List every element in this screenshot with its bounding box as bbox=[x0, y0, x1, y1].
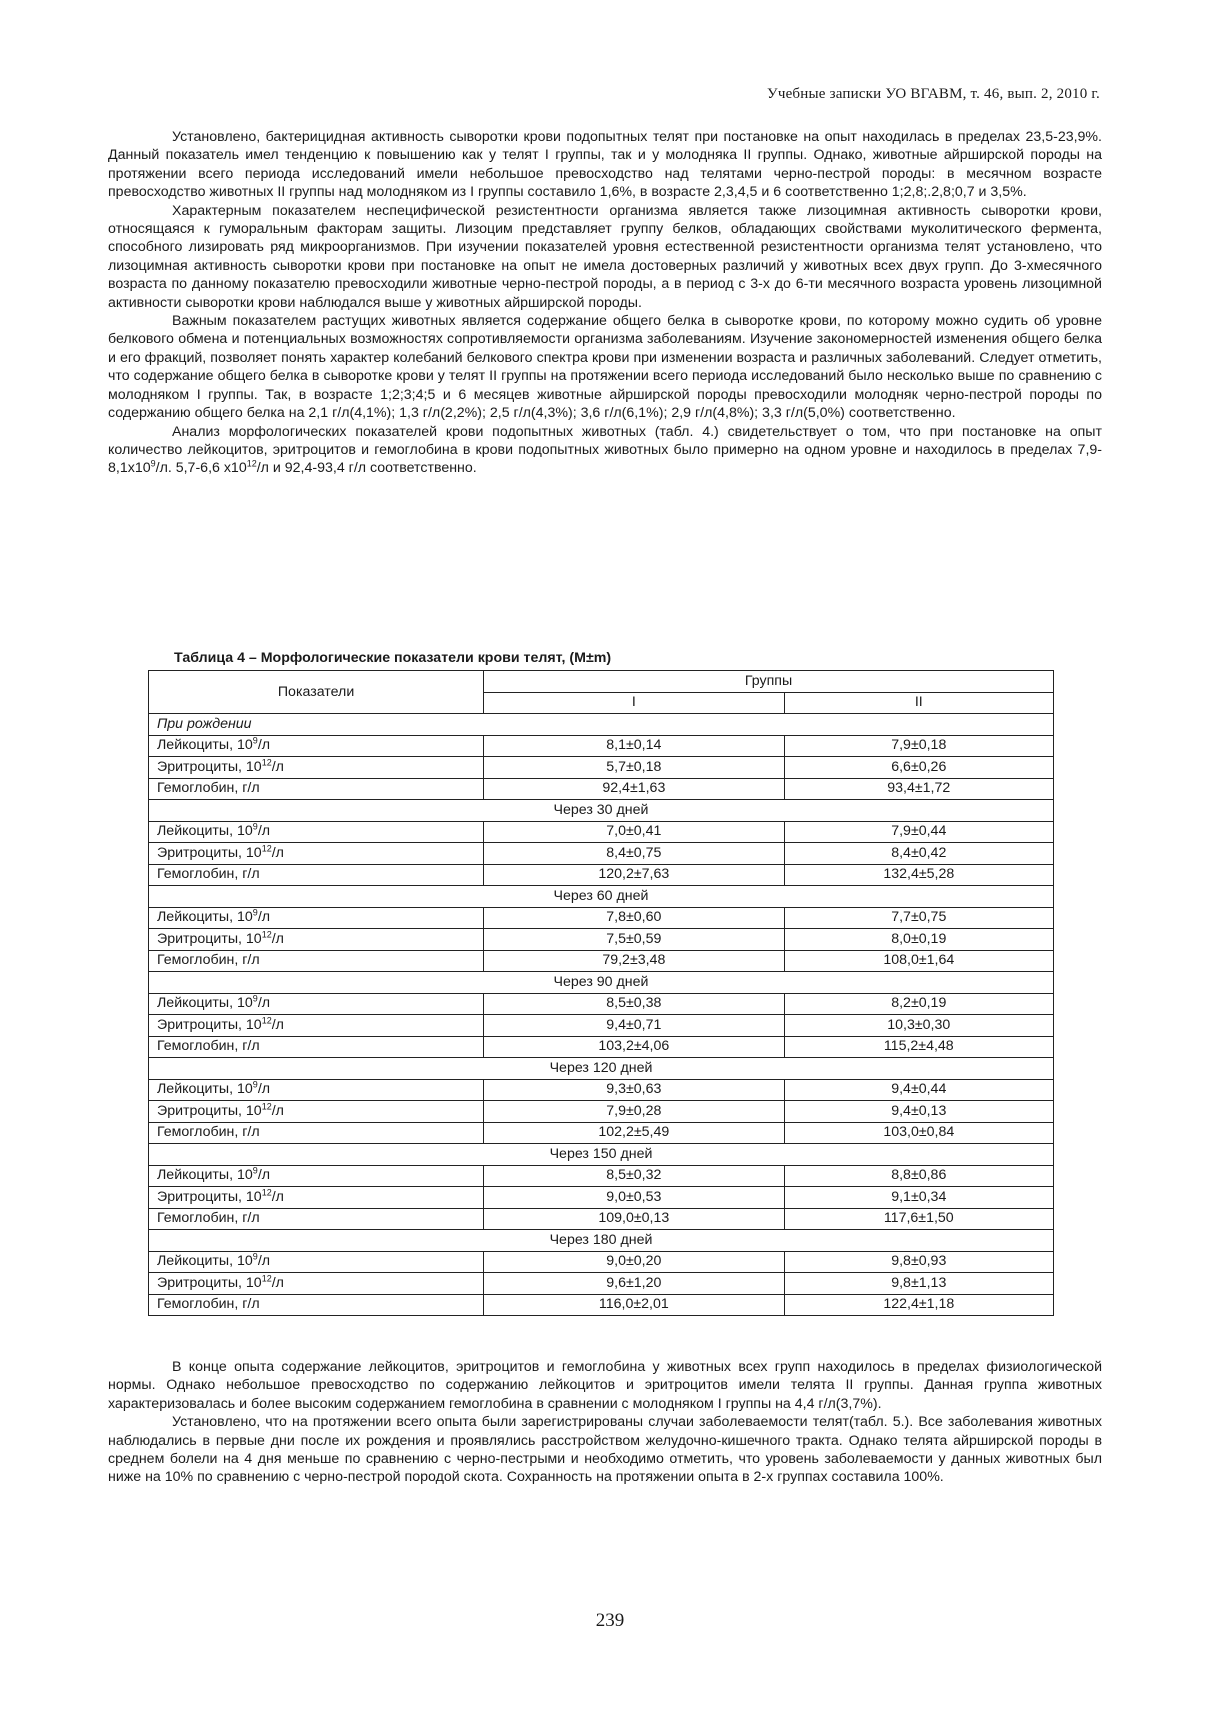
label-text: Эритроциты, 10 bbox=[157, 844, 262, 861]
label-text: Эритроциты, 10 bbox=[157, 1274, 262, 1291]
row-label bbox=[149, 778, 484, 800]
table-row bbox=[149, 821, 1054, 843]
label-text: Лейкоциты, 10 bbox=[157, 1253, 253, 1270]
row-label bbox=[149, 757, 484, 779]
blood-indicators-table bbox=[148, 670, 1054, 1316]
table-row bbox=[149, 864, 1054, 886]
section-title: Через 150 дней bbox=[149, 1144, 1054, 1166]
label-text: Гемоглобин, г/л bbox=[157, 1038, 260, 1055]
row-label bbox=[149, 1036, 484, 1058]
page-number: 239 bbox=[595, 1610, 625, 1631]
label-exponent: 9 bbox=[252, 1251, 258, 1262]
exponent: 9 bbox=[150, 458, 156, 469]
row-label bbox=[149, 1015, 484, 1037]
label-exponent: 12 bbox=[261, 929, 272, 940]
section-title: Через 120 дней bbox=[149, 1058, 1054, 1080]
value-group-2: 9,8±1,13 bbox=[784, 1273, 1053, 1295]
value-group-1: 9,4±0,71 bbox=[484, 1015, 784, 1037]
label-text: Гемоглобин, г/л bbox=[157, 1296, 260, 1313]
row-label bbox=[149, 1165, 484, 1187]
value-group-1: 7,5±0,59 bbox=[484, 929, 784, 951]
label-text: Лейкоциты, 10 bbox=[157, 995, 253, 1012]
table-row bbox=[149, 1101, 1054, 1123]
label-exponent: 12 bbox=[261, 1015, 272, 1026]
value-group-2: 117,6±1,50 bbox=[784, 1208, 1053, 1230]
row-label bbox=[149, 864, 484, 886]
value-group-2: 8,8±0,86 bbox=[784, 1165, 1053, 1187]
label-text: Эритроциты, 10 bbox=[157, 930, 262, 947]
value-group-1: 8,5±0,38 bbox=[484, 993, 784, 1015]
label-text: Гемоглобин, г/л bbox=[157, 780, 260, 797]
label-exponent: 9 bbox=[252, 735, 258, 746]
value-group-1: 8,1±0,14 bbox=[484, 735, 784, 757]
value-group-2: 8,4±0,42 bbox=[784, 843, 1053, 865]
value-group-2: 103,0±0,84 bbox=[784, 1122, 1053, 1144]
value-group-1: 103,2±4,06 bbox=[484, 1036, 784, 1058]
value-group-1: 9,6±1,20 bbox=[484, 1273, 784, 1295]
label-unit: /л bbox=[257, 1167, 271, 1184]
paragraph: В конце опыта содержание лейкоцитов, эритроцитов и гемоглобина у животных всех групп находилось в пределах физиологической нормы. Однако небольшое превосходство по содержанию лейкоцитов и эритроцитов имели телята II группы. Данная группа животных характеризовалась и более высоким содержанием гемоглобина в сравнении с молодняком I группы на 4,4 г/л(3,7%). bbox=[108, 1359, 1102, 1412]
text-run: /л и 92,4-93,4 г/л соответственно. bbox=[256, 460, 477, 477]
row-label bbox=[149, 1294, 484, 1316]
label-unit: /л bbox=[271, 1016, 284, 1033]
value-group-1: 79,2±3,48 bbox=[484, 950, 784, 972]
exponent: 12 bbox=[246, 458, 257, 469]
value-group-1: 5,7±0,18 bbox=[484, 757, 784, 779]
table-row bbox=[149, 950, 1054, 972]
label-text: Лейкоциты, 10 bbox=[157, 823, 253, 840]
row-label bbox=[149, 1187, 484, 1209]
table-row bbox=[149, 1036, 1054, 1058]
body-text-before-table bbox=[108, 128, 1102, 478]
table-row bbox=[149, 1187, 1054, 1209]
table-row bbox=[149, 1079, 1054, 1101]
row-label bbox=[149, 929, 484, 951]
value-group-1: 92,4±1,63 bbox=[484, 778, 784, 800]
header-group-2: II bbox=[784, 692, 1053, 714]
value-group-1: 116,0±2,01 bbox=[484, 1294, 784, 1316]
label-unit: /л bbox=[257, 823, 271, 840]
label-text: Гемоглобин, г/л bbox=[157, 866, 260, 883]
row-label bbox=[149, 993, 484, 1015]
section-row bbox=[149, 1058, 1054, 1080]
value-group-2: 108,0±1,64 bbox=[784, 950, 1053, 972]
label-text: Эритроциты, 10 bbox=[157, 1188, 262, 1205]
row-label bbox=[149, 1101, 484, 1123]
table-row bbox=[149, 1208, 1054, 1230]
row-label bbox=[149, 843, 484, 865]
table-body bbox=[149, 714, 1054, 1316]
label-exponent: 12 bbox=[261, 1187, 272, 1198]
paragraph-table-analysis bbox=[108, 423, 1102, 478]
paragraph: Установлено, что на протяжении всего опыта были зарегистрированы случаи заболеваемости телят(табл. 5.). Все заболевания животных наблюдались в первые дни после их рождения и проявлялись расстройством желудочно-кишечного тракта. Однако телята айрширской породы в среднем болели на 4 дня меньше по сравнению с черно-пестрыми и необходимо отметить, что уровень заболеваемости у данных животных был ниже на 10% по сравнению с черно-пестрой породой скота. Сохранность на протяжении опыта в 2-х группах составила 100%. bbox=[108, 1414, 1102, 1486]
label-exponent: 12 bbox=[261, 757, 272, 768]
value-group-2: 9,8±0,93 bbox=[784, 1251, 1053, 1273]
label-exponent: 9 bbox=[252, 1079, 258, 1090]
label-exponent: 12 bbox=[261, 1101, 272, 1112]
label-exponent: 9 bbox=[252, 907, 258, 918]
value-group-1: 9,3±0,63 bbox=[484, 1079, 784, 1101]
header-indicators: Показатели bbox=[149, 671, 484, 714]
value-group-1: 9,0±0,53 bbox=[484, 1187, 784, 1209]
value-group-2: 122,4±1,18 bbox=[784, 1294, 1053, 1316]
row-label bbox=[149, 1079, 484, 1101]
section-row bbox=[149, 1230, 1054, 1252]
table-row bbox=[149, 1122, 1054, 1144]
section-row bbox=[149, 1144, 1054, 1166]
label-unit: /л bbox=[271, 930, 284, 947]
row-label bbox=[149, 1208, 484, 1230]
row-label bbox=[149, 821, 484, 843]
label-text: Лейкоциты, 10 bbox=[157, 1081, 253, 1098]
paragraph: Установлено, бактерицидная активность сыворотки крови подопытных телят при постановке на опыт находилась в пределах 23,5-23,9%. Данный показатель имел тенденцию к повышению как у телят I группы, так и у молодняка II группы. Однако, животные айрширской породы на протяжении всего периода исследований имели небольшое превосходство над телятами черно-пестрой породы: в месячном возрасте превосходство животных II группы над молодняком из I группы составило 1,6%, в возрасте 2,3,4,5 и 6 соответственно 1;2,8;.2,8;0,7 и 3,5%. bbox=[108, 129, 1102, 201]
label-text: Лейкоциты, 10 bbox=[157, 1167, 253, 1184]
label-unit: /л bbox=[271, 1274, 284, 1291]
table-caption: Таблица 4 – Морфологические показатели крови телят, (M±m) bbox=[174, 650, 612, 666]
section-row bbox=[149, 800, 1054, 822]
table-row bbox=[149, 778, 1054, 800]
paragraph: Характерным показателем неспецифической резистентности организма является также лизоцимная активность сыворотки крови, относящаяся к гуморальным факторам защиты. Лизоцим представляет группу белков, обладающих свойствами муколитического фермента, способного лизировать ряд микроорганизмов. При изучении показателей уровня естественной резистентности организма телят установлено, что лизоцимная активность сыворотки крови при постановке на опыт не имела достоверных различий у животных всех двух групп. До 3-хмесячного возраста по данному показателю превосходили животные черно-пестрой породы, а в период с 3-х до 6-ти месячного возраста уровень лизоцимной активности сыворотки крови наблюдался выше у животных айрширской породы. bbox=[108, 202, 1102, 311]
value-group-2: 8,0±0,19 bbox=[784, 929, 1053, 951]
table-row bbox=[149, 843, 1054, 865]
value-group-2: 115,2±4,48 bbox=[784, 1036, 1053, 1058]
paragraph: Важным показателем растущих животных является содержание общего белка в сыворотке крови, по которому можно судить об уровне белкового обмена и потенциальных возможностях сопротивляемости организма заболеваниям. Изучение закономерностей изменения общего белка и его фракций, позволяет понять характер колебаний белкового спектра крови при изменении возраста и различных заболеваний. Следует отметить, что содержание общего белка в сыворотке крови у телят II группы на протяжении всего периода исследований было несколько выше по сравнению с молодняком I группы. Так, в возрасте 1;2;3;4;5 и 6 месяцев животные айрширской породы превосходили молодняк черно-пестрой породы по содержанию общего белка на 2,1 г/л(4,1%); 1,3 г/л(2,2%); 2,5 г/л(4,3%); 3,6 г/л(6,1%); 2,9 г/л(4,8%); 3,3 г/л(5,0%) соответственно. bbox=[108, 313, 1102, 422]
value-group-1: 109,0±0,13 bbox=[484, 1208, 784, 1230]
section-title: При рождении bbox=[149, 714, 1054, 736]
value-group-2: 7,7±0,75 bbox=[784, 907, 1053, 929]
table-row bbox=[149, 929, 1054, 951]
section-row bbox=[149, 972, 1054, 994]
section-row bbox=[149, 714, 1054, 736]
label-exponent: 12 bbox=[261, 1273, 272, 1284]
value-group-2: 9,4±0,13 bbox=[784, 1101, 1053, 1123]
body-text-after-table bbox=[108, 1358, 1102, 1487]
label-unit: /л bbox=[257, 995, 271, 1012]
table-row bbox=[149, 1273, 1054, 1295]
value-group-2: 9,4±0,44 bbox=[784, 1079, 1053, 1101]
table-row bbox=[149, 1165, 1054, 1187]
value-group-1: 7,8±0,60 bbox=[484, 907, 784, 929]
label-unit: /л bbox=[271, 844, 284, 861]
label-exponent: 9 bbox=[252, 1165, 258, 1176]
row-label bbox=[149, 1122, 484, 1144]
text-run: Анализ морфологических показателей крови подопытных животных (табл. 4.) свидетельствует о том, что при постановке на опыт количество лейкоцитов, эритроцитов и гемоглобина в крови подопытных животных было примерно на одном уровне и находилось в пределах 7,9-8,1х10 bbox=[108, 423, 1102, 477]
label-text: Гемоглобин, г/л bbox=[157, 1124, 260, 1141]
label-text: Эритроциты, 10 bbox=[157, 1016, 262, 1033]
section-title: Через 180 дней bbox=[149, 1230, 1054, 1252]
label-unit: /л bbox=[257, 737, 271, 754]
section-title: Через 90 дней bbox=[149, 972, 1054, 994]
table-row bbox=[149, 1251, 1054, 1273]
value-group-1: 7,0±0,41 bbox=[484, 821, 784, 843]
value-group-1: 9,0±0,20 bbox=[484, 1251, 784, 1273]
label-exponent: 12 bbox=[261, 843, 272, 854]
section-title: Через 60 дней bbox=[149, 886, 1054, 908]
table-row bbox=[149, 735, 1054, 757]
row-label bbox=[149, 1273, 484, 1295]
label-exponent: 9 bbox=[252, 993, 258, 1004]
row-label bbox=[149, 907, 484, 929]
label-exponent: 9 bbox=[252, 821, 258, 832]
label-unit: /л bbox=[257, 1253, 271, 1270]
section-title: Через 30 дней bbox=[149, 800, 1054, 822]
row-label bbox=[149, 1251, 484, 1273]
value-group-2: 8,2±0,19 bbox=[784, 993, 1053, 1015]
value-group-1: 120,2±7,63 bbox=[484, 864, 784, 886]
value-group-2: 93,4±1,72 bbox=[784, 778, 1053, 800]
section-row bbox=[149, 886, 1054, 908]
value-group-1: 102,2±5,49 bbox=[484, 1122, 784, 1144]
value-group-2: 7,9±0,44 bbox=[784, 821, 1053, 843]
value-group-1: 7,9±0,28 bbox=[484, 1101, 784, 1123]
value-group-2: 132,4±5,28 bbox=[784, 864, 1053, 886]
label-unit: /л bbox=[257, 1081, 271, 1098]
value-group-2: 9,1±0,34 bbox=[784, 1187, 1053, 1209]
value-group-2: 7,9±0,18 bbox=[784, 735, 1053, 757]
row-label bbox=[149, 950, 484, 972]
label-unit: /л bbox=[271, 758, 284, 775]
label-unit: /л bbox=[257, 909, 271, 926]
table-row bbox=[149, 1015, 1054, 1037]
label-unit: /л bbox=[271, 1188, 284, 1205]
label-unit: /л bbox=[271, 1102, 284, 1119]
value-group-2: 10,3±0,30 bbox=[784, 1015, 1053, 1037]
running-header: Учебные записки УО ВГАВМ, т. 46, вып. 2, 2010 г. bbox=[767, 86, 1100, 102]
table-row bbox=[149, 993, 1054, 1015]
text-run: /л. 5,7-6,6 х10 bbox=[155, 460, 247, 477]
header-groups: Группы bbox=[484, 671, 1054, 693]
row-label bbox=[149, 735, 484, 757]
table-row bbox=[149, 757, 1054, 779]
label-text: Лейкоциты, 10 bbox=[157, 737, 253, 754]
header-group-1: I bbox=[484, 692, 784, 714]
label-text: Эритроциты, 10 bbox=[157, 758, 262, 775]
table-row bbox=[149, 1294, 1054, 1316]
label-text: Гемоглобин, г/л bbox=[157, 1210, 260, 1227]
table-row bbox=[149, 907, 1054, 929]
value-group-2: 6,6±0,26 bbox=[784, 757, 1053, 779]
value-group-1: 8,4±0,75 bbox=[484, 843, 784, 865]
label-text: Эритроциты, 10 bbox=[157, 1102, 262, 1119]
label-text: Лейкоциты, 10 bbox=[157, 909, 253, 926]
label-text: Гемоглобин, г/л bbox=[157, 952, 260, 969]
value-group-1: 8,5±0,32 bbox=[484, 1165, 784, 1187]
